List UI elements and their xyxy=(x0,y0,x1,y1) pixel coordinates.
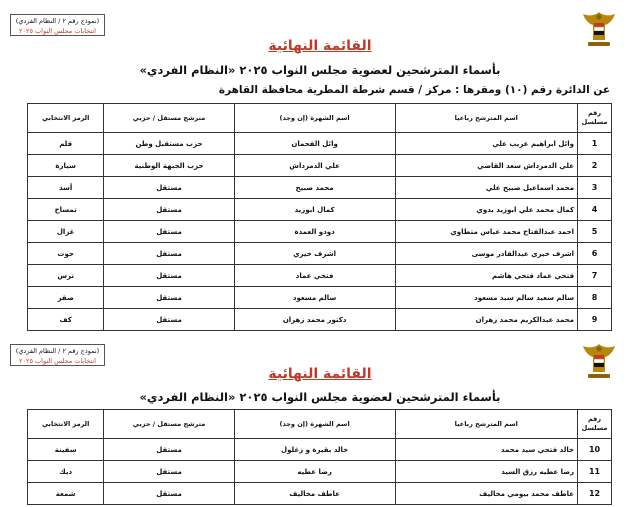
table-row xyxy=(28,133,612,155)
table-row xyxy=(28,483,612,505)
candidate-name: فتحي عماد فتحي هاشم xyxy=(395,265,578,287)
header-affiliation: مترشح مستقل / حزبي xyxy=(104,104,234,133)
candidate-name: عاطف محمد بيومي مخاليف xyxy=(395,483,578,505)
table-row xyxy=(28,199,612,221)
candidate-name: علي الدمرداش سعد القاضي xyxy=(395,155,578,177)
serial-number: 3 xyxy=(578,177,612,199)
serial-number: 1 xyxy=(578,133,612,155)
election-symbol: حوت xyxy=(28,243,104,265)
table-row xyxy=(28,177,612,199)
header-candidate-name: اسم المترشح رباعيا xyxy=(395,410,578,439)
election-symbol: صقر xyxy=(28,287,104,309)
election-symbol: تمساح xyxy=(28,199,104,221)
serial-number: 6 xyxy=(578,243,612,265)
table-row xyxy=(28,221,612,243)
affiliation: مستقل xyxy=(104,265,234,287)
affiliation: مستقل xyxy=(104,439,234,461)
election-name-label: انتخابات مجلس النواب ٢٠٢٥ xyxy=(19,27,96,35)
affiliation: مستقل xyxy=(104,221,234,243)
election-name-label: انتخابات مجلس النواب ٢٠٢٥ xyxy=(19,357,96,365)
candidate-name: رضا عطيه رزق السيد xyxy=(395,461,578,483)
table-row xyxy=(28,461,612,483)
nickname: رضا عطيه xyxy=(234,461,395,483)
affiliation: مستقل xyxy=(104,461,234,483)
election-symbol: ترس xyxy=(28,265,104,287)
serial-number: 11 xyxy=(578,461,612,483)
header-serial-number: رقم مسلسل xyxy=(578,104,612,133)
candidate-name: وائل ابراهيم غريب علي xyxy=(395,133,578,155)
candidate-name: احمد عبدالفتاح محمد عباس متطاوي xyxy=(395,221,578,243)
nickname: علي الدمرداش xyxy=(234,155,395,177)
list-subtitle: بأسماء المترشحين لعضوية مجلس النواب ٢٠٢٥ «النظام الفردي» xyxy=(139,390,501,404)
nickname: اشرف خيري xyxy=(234,243,395,265)
candidate-name: محمد اسماعيل صبيح علي xyxy=(395,177,578,199)
final-list-title: القائمة النهائية xyxy=(268,38,372,54)
affiliation: مستقل xyxy=(104,309,234,331)
candidate-name: خالد فتحي سيد محمد xyxy=(395,439,578,461)
candidate-name: محمد عبدالكريم محمد زهران xyxy=(395,309,578,331)
serial-number: 10 xyxy=(578,439,612,461)
nickname: سالم مسعود xyxy=(234,287,395,309)
final-list-title: القائمة النهائية xyxy=(268,366,372,382)
header-election-symbol: الرمز الانتخابي xyxy=(28,104,104,133)
table-row xyxy=(28,155,612,177)
serial-number: 7 xyxy=(578,265,612,287)
election-symbol: غزال xyxy=(28,221,104,243)
candidates-table xyxy=(27,409,612,505)
serial-number: 5 xyxy=(578,221,612,243)
candidate-name: سالم سعيد سالم سيد مسعود xyxy=(395,287,578,309)
candidate-name: اشرف خيري عبدالقادر موسى xyxy=(395,243,578,265)
election-symbol: قلم xyxy=(28,133,104,155)
serial-number: 4 xyxy=(578,199,612,221)
election-symbol: كف xyxy=(28,309,104,331)
candidates-table xyxy=(27,103,612,331)
nickname: وائل الفحمان xyxy=(234,133,395,155)
serial-number: 9 xyxy=(578,309,612,331)
election-symbol: سفينة xyxy=(28,439,104,461)
affiliation: حزب مستقبل وطن xyxy=(104,133,234,155)
affiliation: مستقل xyxy=(104,287,234,309)
affiliation: مستقل xyxy=(104,483,234,505)
district-info: عن الدائرة رقم (١٠) ومقرها : مركز / قسم شرطة المطرية محافظة القاهرة xyxy=(218,84,610,96)
serial-number: 12 xyxy=(578,483,612,505)
nickname: عاطف مخاليف xyxy=(234,483,395,505)
table-row xyxy=(28,265,612,287)
nickname: خالد بقيرة و زغلول xyxy=(234,439,395,461)
form-number-label: (نموذج رقم ٢ / النظام الفردي) xyxy=(15,17,100,25)
election-symbol: ديك xyxy=(28,461,104,483)
header-candidate-name: اسم المترشح رباعيا xyxy=(395,104,578,133)
list-subtitle: بأسماء المترشحين لعضوية مجلس النواب ٢٠٢٥ «النظام الفردي» xyxy=(139,63,501,77)
affiliation: مستقل xyxy=(104,243,234,265)
form-number-label: (نموذج رقم ٢ / النظام الفردي) xyxy=(15,347,100,355)
form-number-box xyxy=(10,344,105,366)
table-row xyxy=(28,243,612,265)
affiliation: حزب الجبهة الوطنية xyxy=(104,155,234,177)
table-header-row xyxy=(28,410,612,439)
election-symbol: أسد xyxy=(28,177,104,199)
affiliation: مستقل xyxy=(104,199,234,221)
header-serial-number: رقم مسلسل xyxy=(578,410,612,439)
header-election-symbol: الرمز الانتخابي xyxy=(28,410,104,439)
election-symbol: سيارة xyxy=(28,155,104,177)
nickname: فتحي عماد xyxy=(234,265,395,287)
table-row xyxy=(28,439,612,461)
affiliation: مستقل xyxy=(104,177,234,199)
election-symbol: شمعة xyxy=(28,483,104,505)
nickname: كمال ابوزيد xyxy=(234,199,395,221)
document-page-2 xyxy=(0,336,640,507)
form-number-box xyxy=(10,14,105,36)
nickname: دكتور محمد زهران xyxy=(234,309,395,331)
serial-number: 2 xyxy=(578,155,612,177)
header-nickname: اسم الشهرة (إن وجد) xyxy=(234,104,395,133)
table-row xyxy=(28,287,612,309)
table-header-row xyxy=(28,104,612,133)
serial-number: 8 xyxy=(578,287,612,309)
header-nickname: اسم الشهرة (إن وجد) xyxy=(234,410,395,439)
table-row xyxy=(28,309,612,331)
candidate-name: كمال محمد علي ابوزيد بدوي xyxy=(395,199,578,221)
nickname: دودو العمدة xyxy=(234,221,395,243)
nickname: محمد صبيح xyxy=(234,177,395,199)
header-affiliation: مترشح مستقل / حزبي xyxy=(104,410,234,439)
